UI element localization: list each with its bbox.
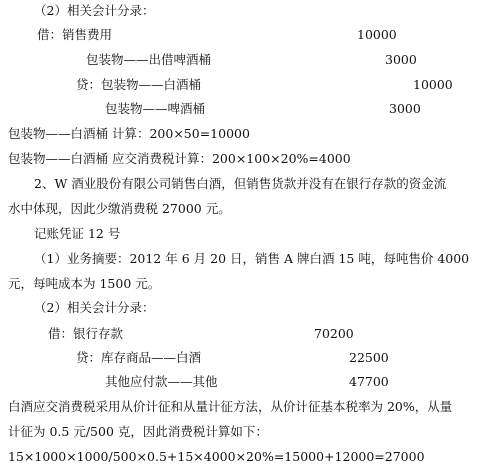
tax-text-line1: 白酒应交消费税采用从价计征和从量计征方法，从价计征基本税率为 20%，从量: [8, 399, 453, 414]
summary-line2: 元，每吨成本为 1500 元。: [8, 276, 161, 291]
calc-line-barrel: 包装物——白酒桶 计算：200×50=10000: [8, 126, 250, 141]
entry-debit-bank-deposit-amount: 70200: [314, 326, 354, 341]
tax-formula: 15×1000×1000/500×0.5+15×4000×20%=15000+12000=27000: [8, 449, 425, 464]
entry-debit-sales-expense-amount: 10000: [357, 27, 397, 42]
section1-heading: （2）相关会计分录：: [34, 3, 155, 18]
summary-line1: （1）业务摘要：2012 年 6 月 20 日，销售 A 牌白酒 15 吨，每吨售价 4000: [34, 251, 470, 266]
entry-debit-sales-expense: 借：销售费用: [37, 27, 113, 42]
entry-credit-beer-barrel: 包装物——啤酒桶: [105, 101, 206, 116]
entry-debit-beer-barrel-amount: 3000: [385, 52, 417, 67]
entry-credit-inventory-liquor: 贷：库存商品——白酒: [76, 350, 202, 365]
entry-credit-liquor-barrel-amount: 10000: [413, 77, 453, 92]
entry-credit-other-payables: 其他应付款——其他: [105, 374, 218, 389]
paragraph2-line2: 水中体现，因此少缴消费税 27000 元。: [8, 201, 231, 216]
tax-text-line2: 计征为 0.5 元/500 克，因此消费税计算如下：: [8, 424, 268, 439]
entry-credit-liquor-barrel: 贷：包装物——白酒桶: [76, 77, 202, 92]
entry-debit-bank-deposit: 借：银行存款: [48, 326, 124, 341]
entry-debit-beer-barrel: 包装物——出借啤酒桶: [86, 52, 212, 67]
entry-credit-beer-barrel-amount: 3000: [389, 101, 421, 116]
entry-credit-other-payables-amount: 47700: [349, 374, 389, 389]
paragraph2-line1: 2、W 酒业股份有限公司销售白酒，但销售货款并没有在银行存款的资金流: [34, 176, 447, 191]
voucher-number: 记账凭证 12 号: [34, 226, 121, 241]
entry-credit-inventory-liquor-amount: 22500: [349, 350, 389, 365]
section2-heading: （2）相关会计分录：: [34, 300, 155, 315]
calc-line-excise: 包装物——白酒桶 应交消费税计算：200×100×20%=4000: [8, 151, 351, 166]
